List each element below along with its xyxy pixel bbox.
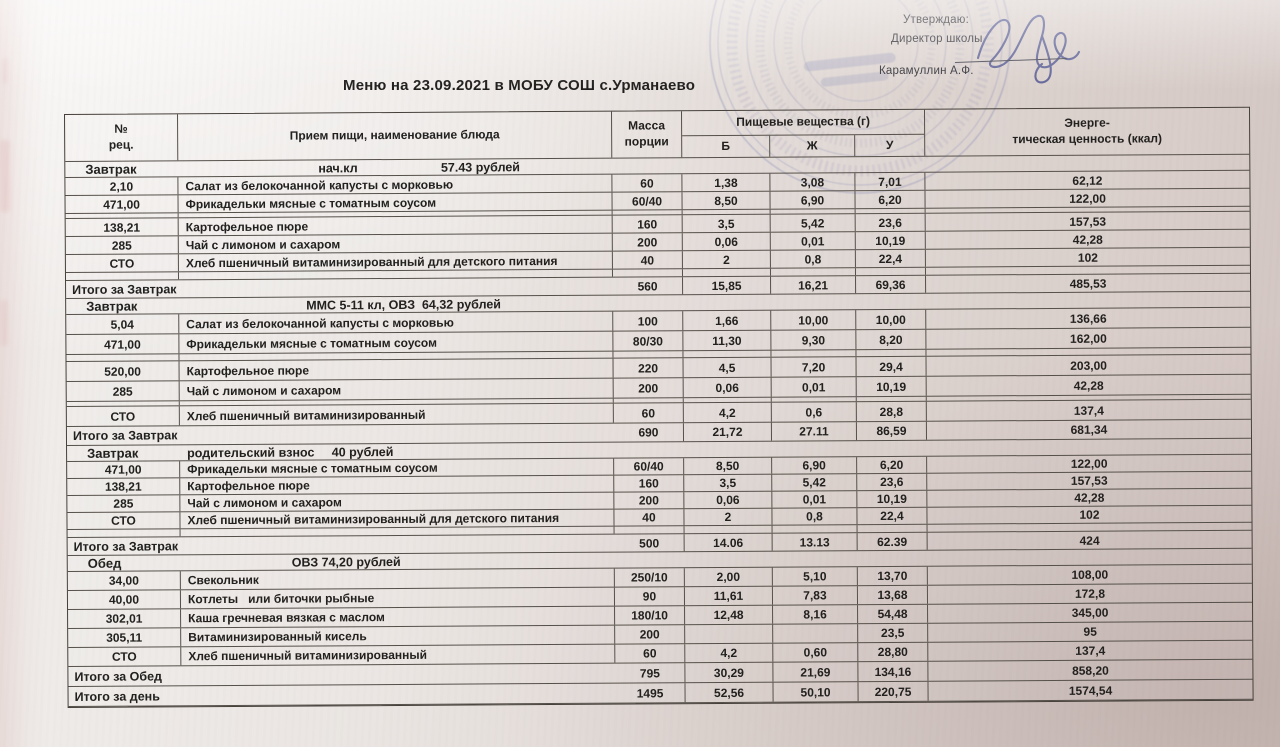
portion-mass-cell: 200: [613, 233, 683, 250]
protein-cell: 8,50: [682, 192, 770, 210]
protein-cell: 2: [684, 509, 772, 526]
carbs-cell: 10,00: [856, 310, 926, 329]
energy-cell: 102: [1077, 250, 1098, 265]
portion-mass-cell: [613, 351, 683, 357]
energy-cell: 42,28: [1073, 378, 1104, 393]
total-carbs: 134,16: [858, 662, 928, 681]
energy-cell: 157,53: [1069, 214, 1107, 229]
dish-name-cell: Хлеб пшеничный витаминизированный: [181, 645, 615, 666]
recipe-number-cell: 285: [66, 236, 179, 254]
total-mass: 690: [614, 423, 684, 441]
protein-cell: [684, 398, 772, 403]
dish-name-cell: Чай с лимоном и сахаром: [180, 379, 614, 401]
portion-mass-cell: 100: [613, 311, 683, 330]
energy-cell: 157,53: [1070, 473, 1108, 488]
energy-cell: 62,12: [1072, 173, 1103, 188]
recipe-number-cell: 285: [67, 495, 180, 512]
recipe-number-cell: 2,10: [65, 177, 178, 195]
portion-mass-cell: [615, 526, 685, 533]
carbs-cell: [856, 268, 926, 275]
total-carbs: 69,36: [856, 276, 926, 293]
carbs-cell: 28,80: [858, 643, 928, 661]
recipe-number-cell: СТО: [67, 512, 180, 529]
mass-col-header-line1: Масса: [628, 118, 666, 133]
meal-label: Обед: [87, 555, 122, 571]
recipe-col-header-line1: №: [114, 122, 128, 137]
portion-mass-cell: 250/10: [615, 568, 685, 586]
fat-cell: 0,60: [773, 643, 858, 662]
total-fat: 21,69: [773, 662, 858, 682]
total-protein: 14.06: [685, 534, 773, 552]
fat-col-header: Ж: [770, 135, 855, 157]
fat-cell: 0,8: [772, 508, 857, 525]
carbs-cell: [858, 525, 928, 532]
carbs-cell: 29,4: [857, 357, 927, 376]
energy-cell: 122,00: [1069, 191, 1106, 206]
total-protein: 21,72: [684, 423, 772, 442]
portion-mass-cell: 60: [615, 644, 685, 662]
total-fat: 27.11: [772, 422, 857, 441]
dish-name-cell: Каша гречневая вязкая с маслом: [181, 607, 615, 628]
fat-cell: 6,90: [772, 457, 857, 474]
total-energy: 681,34: [1070, 422, 1108, 437]
protein-cell: 2,00: [685, 568, 773, 587]
scan-artifact: [0, 140, 10, 212]
recipe-number-cell: 471,00: [67, 461, 180, 478]
total-label: Итого за день: [74, 688, 160, 704]
portion-mass-cell: 60/40: [614, 458, 684, 474]
section-price-label: родительский взнос 40 рублей: [187, 444, 394, 461]
protein-cell: [685, 625, 773, 644]
portion-mass-cell: 220: [614, 358, 684, 377]
fat-cell: [773, 525, 858, 533]
portion-mass-cell: 80/30: [613, 331, 683, 350]
scan-artifact: [0, 300, 8, 346]
carbs-cell: 6,20: [855, 191, 925, 208]
protein-cell: [685, 526, 773, 534]
protein-cell: 0,06: [684, 492, 772, 509]
fat-cell: 7,83: [773, 586, 858, 605]
scan-artifact: [2, 58, 8, 84]
recipe-number-cell: 138,21: [67, 478, 180, 495]
table-header: [65, 108, 1249, 162]
fat-cell: [771, 209, 856, 214]
fat-cell: 0,01: [772, 377, 857, 397]
recipe-number-cell: [66, 272, 179, 280]
total-carbs: 62.39: [858, 533, 928, 550]
dish-name-cell: Картофельное пюре: [180, 359, 614, 381]
director-signature: [972, 8, 1082, 84]
total-fat: 13.13: [773, 533, 858, 551]
total-energy: 485,53: [1069, 276, 1107, 291]
portion-mass-cell: 200: [615, 625, 685, 643]
energy-cell: 172,8: [1074, 586, 1106, 601]
dish-name-cell: Свекольник: [181, 569, 615, 590]
total-mass: 1495: [615, 683, 685, 702]
carbs-cell: 23,5: [858, 624, 928, 642]
total-mass: 560: [613, 277, 683, 294]
total-mass: 795: [615, 663, 685, 682]
recipe-col-header: [65, 114, 178, 161]
fat-cell: 0,01: [772, 491, 857, 508]
dish-name-cell: Картофельное пюре: [179, 216, 613, 236]
dish-name-cell: Витаминизированный кисель: [181, 626, 615, 647]
energy-cell: 122,00: [1070, 456, 1108, 471]
fat-cell: [771, 350, 856, 357]
protein-cell: 4,2: [685, 644, 773, 663]
meal-label: Завтрак: [85, 161, 137, 177]
carbs-cell: 23,6: [857, 474, 927, 490]
total-carbs: 220,75: [858, 682, 928, 701]
energy-cell: 102: [1079, 507, 1100, 522]
portion-mass-cell: [613, 269, 683, 276]
carbs-cell: 6,20: [857, 457, 927, 473]
protein-cell: 12,48: [685, 606, 773, 625]
recipe-number-cell: 138,21: [66, 218, 179, 236]
recipe-number-cell: 302,01: [68, 609, 181, 628]
recipe-number-cell: 40,00: [68, 590, 181, 609]
fat-cell: 7,20: [772, 357, 857, 377]
dish-name-cell: Фрикадельки мясные с томатным соусом: [179, 332, 613, 354]
fat-cell: [771, 268, 856, 276]
protein-cell: 2: [683, 251, 771, 269]
fat-cell: 5,10: [773, 567, 858, 586]
recipe-number-cell: 520,00: [67, 361, 180, 381]
recipe-number-cell: 471,00: [66, 334, 179, 354]
protein-cell: 11,61: [685, 587, 773, 606]
dish-name-cell: Фрикадельки мясные с томатным соусом: [178, 193, 612, 213]
portion-mass-cell: 60/40: [612, 192, 682, 209]
portion-mass-cell: 60: [612, 174, 682, 191]
protein-cell: 3,5: [683, 215, 771, 233]
carbs-cell: 10,19: [857, 491, 927, 507]
recipe-number-cell: 34,00: [68, 571, 181, 590]
fat-cell: 8,16: [773, 605, 858, 624]
portion-mass-cell: 60: [614, 403, 684, 422]
total-fat: 16,21: [771, 276, 856, 294]
portion-mass-cell: 40: [613, 251, 683, 268]
mass-col-header-line2: порции: [624, 134, 669, 149]
energy-cell: 137,4: [1073, 403, 1104, 418]
dish-name-cell: Хлеб пшеничный витаминизированный для детского питания: [180, 510, 614, 529]
fat-cell: 0,01: [771, 232, 856, 250]
total-energy: 1574,54: [1068, 683, 1113, 698]
protein-cell: 3,5: [684, 475, 772, 492]
recipe-number-cell: СТО: [67, 406, 180, 426]
total-protein: 15,85: [683, 277, 771, 295]
total-carbs: 86,59: [857, 422, 927, 440]
recipe-number-cell: [66, 354, 179, 361]
fat-cell: [772, 397, 857, 402]
dish-name-cell: Котлеты или биточки рыбные: [181, 588, 615, 609]
total-label: Итого за Завтрак: [73, 538, 179, 554]
dish-name-cell: Хлеб пшеничный витаминизированный для детского питания: [179, 252, 613, 272]
recipe-col-header-line2: рец.: [108, 137, 134, 152]
protein-cell: [683, 269, 771, 277]
energy-cell: 162,00: [1069, 331, 1107, 346]
meal-label: Завтрак: [86, 298, 138, 314]
fat-cell: 3,08: [770, 173, 855, 191]
energy-cell: 108,00: [1071, 567, 1109, 582]
protein-cell: 11,30: [683, 331, 771, 351]
approval-label: Утверждаю:: [903, 14, 969, 26]
recipe-number-cell: [67, 401, 180, 406]
section-price-label: нач.кл 57.43 рублей: [318, 160, 521, 176]
portion-mass-cell: 40: [614, 509, 684, 525]
section-price-label: ОВЗ 74,20 рублей: [291, 554, 401, 570]
dish-name-cell: Картофельное пюре: [180, 476, 614, 495]
protein-cell: 4,5: [684, 358, 772, 378]
recipe-number-cell: [66, 213, 179, 218]
dish-name-cell: Салат из белокочанной капусты с морковью: [179, 312, 613, 334]
nutrients-group-label: Пищевые вещества (г): [682, 110, 924, 136]
carbs-cell: 10,19: [856, 232, 926, 249]
recipe-number-cell: 5,04: [66, 314, 179, 334]
carbs-cell: 23,6: [856, 214, 926, 231]
dish-name-cell: Хлеб пшеничный витаминизированный: [180, 404, 614, 426]
portion-mass-cell: 160: [614, 475, 684, 491]
meal-label: Завтрак: [87, 445, 139, 461]
recipe-number-cell: [68, 529, 181, 537]
protein-cell: 1,66: [683, 311, 771, 331]
total-mass: 500: [615, 534, 685, 551]
carbs-cell: 54,48: [858, 605, 928, 623]
carbs-cell: 7,01: [855, 173, 925, 190]
carbs-cell: 8,20: [856, 330, 926, 349]
energy-cell: 203,00: [1070, 358, 1107, 373]
fat-cell: 0,8: [771, 250, 856, 268]
nutrients-subheader-row: [682, 135, 924, 157]
protein-cell: 8,50: [684, 458, 772, 475]
fat-cell: 9,30: [771, 330, 856, 350]
total-label: Итого за Завтрак: [72, 281, 177, 297]
energy-cell: 345,00: [1071, 605, 1109, 620]
section-price-label: ММС 5-11 кл, ОВЗ 64,32 рублей: [306, 297, 502, 313]
energy-cell: 42,28: [1074, 490, 1105, 505]
carbs-cell: [856, 209, 926, 213]
dish-col-header: [178, 112, 612, 161]
carbs-cell: 13,68: [858, 586, 928, 604]
approval-position: Директор школы: [891, 33, 983, 45]
total-label: Итого за Обед: [74, 668, 163, 684]
protein-cell: [683, 351, 771, 358]
energy-col-header: [925, 108, 1249, 156]
recipe-number-cell: 471,00: [66, 195, 179, 213]
dish-name-cell: Чай с лимоном и сахаром: [180, 493, 614, 512]
dish-name-cell: Чай с лимоном и сахаром: [179, 234, 613, 254]
fat-cell: [773, 624, 858, 643]
fat-cell: 0,6: [772, 402, 857, 422]
carbs-cell: 28,8: [857, 402, 927, 421]
energy-cell: 137,4: [1075, 643, 1106, 658]
protein-cell: 0,06: [683, 233, 771, 251]
energy-cell: 95: [1083, 624, 1097, 639]
portion-mass-cell: 160: [613, 215, 683, 232]
total-fat: 50,10: [773, 682, 858, 702]
energy-col-header-line1: Энерге-: [1064, 116, 1110, 131]
portion-mass-cell: 180/10: [615, 606, 685, 624]
carbs-cell: 10,19: [857, 377, 927, 396]
dish-name-cell: Салат из белокочанной капусты с морковью: [178, 175, 612, 195]
carbs-col-header: У: [885, 137, 894, 152]
protein-cell: 4,2: [684, 403, 772, 423]
carbs-cell: 22,4: [857, 508, 927, 524]
recipe-number-cell: 305,11: [68, 628, 181, 647]
protein-cell: [683, 210, 771, 215]
carbs-cell: 22,4: [856, 250, 926, 267]
portion-mass-cell: 90: [615, 587, 685, 605]
energy-cell: 42,28: [1072, 232, 1103, 247]
portion-mass-cell: 200: [614, 378, 684, 397]
carbs-cell: 13,70: [858, 567, 928, 585]
portion-mass-cell: 200: [614, 492, 684, 508]
dish-col-header-text: Прием пищи, наименование блюда: [289, 127, 500, 143]
fat-cell: 10,00: [771, 310, 856, 330]
total-energy: 858,20: [1072, 663, 1109, 678]
recipe-number-cell: СТО: [66, 254, 179, 272]
protein-cell: 1,38: [682, 174, 770, 192]
total-label: Итого за Завтрак: [72, 428, 178, 443]
table-body: [65, 155, 1252, 707]
portion-mass-cell: [613, 210, 683, 214]
total-protein: 52,56: [685, 683, 773, 703]
total-protein: 30,29: [685, 663, 773, 683]
fat-cell: 5,42: [772, 474, 857, 491]
fat-cell: 6,90: [770, 191, 855, 209]
recipe-number-cell: СТО: [68, 647, 181, 666]
menu-table: [64, 107, 1254, 708]
mass-col-header: [612, 111, 682, 157]
approval-name: Карамуллин А.Ф.: [879, 65, 974, 77]
protein-cell: 0,06: [684, 378, 772, 398]
carbs-cell: [857, 397, 927, 401]
carbs-cell: [856, 350, 926, 356]
total-energy: 424: [1079, 533, 1100, 548]
energy-cell: 136,66: [1069, 311, 1107, 326]
recipe-number-cell: 285: [67, 381, 180, 401]
energy-col-header-line2: тическая ценность (ккал): [1012, 131, 1163, 147]
protein-col-header: Б: [682, 136, 770, 158]
portion-mass-cell: [614, 398, 684, 402]
menu-title: Меню на 23.09.2021 в МОБУ СОШ с.Урманаево: [343, 77, 696, 94]
fat-cell: 5,42: [771, 214, 856, 232]
dish-name-cell: Фрикадельки мясные с томатным соусом: [180, 459, 614, 478]
nutrients-group-header: [682, 110, 925, 157]
